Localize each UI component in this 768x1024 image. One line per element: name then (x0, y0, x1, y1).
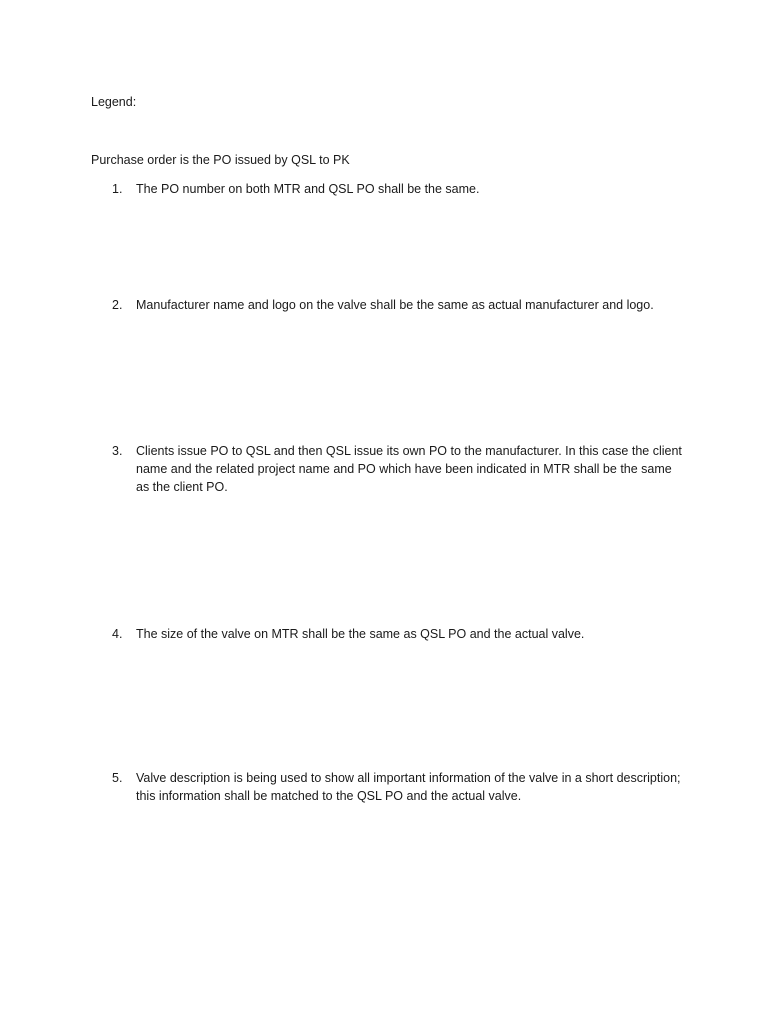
legend-heading: Legend: (91, 95, 137, 109)
list-item-text: The PO number on both MTR and QSL PO shall be the same. (136, 182, 480, 196)
list-item-number: 3. (112, 444, 123, 458)
list-item-number: 2. (112, 298, 123, 312)
list-item-number: 1. (112, 182, 123, 196)
intro-paragraph: Purchase order is the PO issued by QSL to PK (91, 153, 350, 167)
list-item-text: Clients issue PO to QSL and then QSL issue its own PO to the manufacturer. In this case the client name and the related project name and PO which have been indicated in MTR shall be the same as the client PO. (136, 444, 682, 494)
list-item (112, 180, 682, 198)
list-item-text: The size of the valve on MTR shall be the same as QSL PO and the actual valve. (136, 627, 585, 641)
list-item-text: Valve description is being used to show all important information of the valve in a short description; this information shall be matched to the QSL PO and the actual valve. (136, 771, 681, 803)
list-item (112, 769, 682, 805)
list-item-text: Manufacturer name and logo on the valve shall be the same as actual manufacturer and logo. (136, 298, 654, 312)
list-item (112, 442, 682, 496)
list-item (112, 296, 682, 314)
list-item (112, 625, 682, 643)
list-item-number: 5. (112, 771, 123, 785)
list-item-number: 4. (112, 627, 123, 641)
